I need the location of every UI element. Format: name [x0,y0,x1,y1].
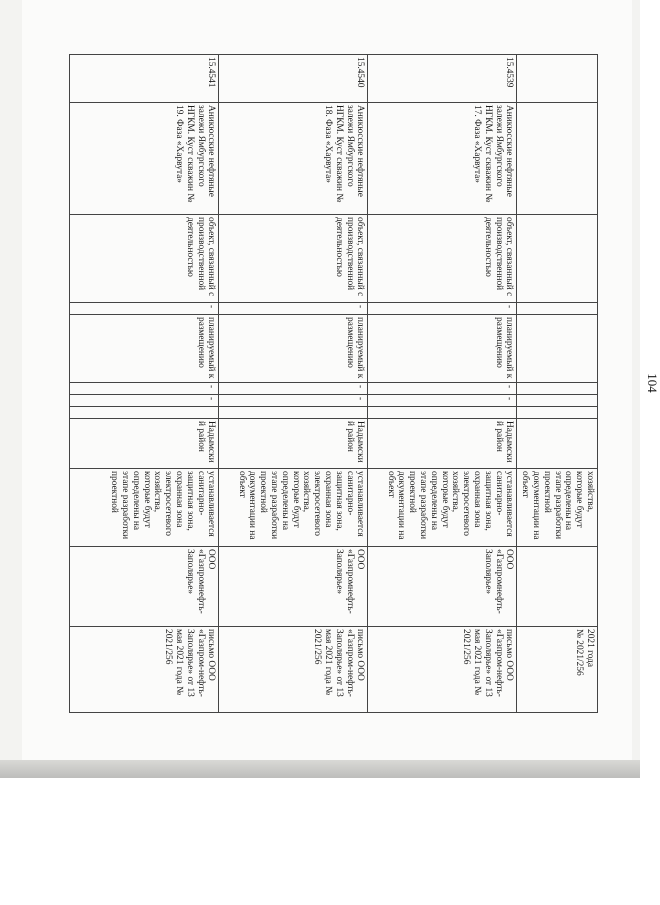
cell-empty [517,215,598,303]
cell-status: планируемый к размещению [70,315,219,383]
cell-empty [517,407,598,419]
cell-dash: - [219,395,368,407]
cell-empty [517,419,598,469]
cell-empty [368,407,517,419]
cell-empty [517,303,598,315]
cell-empty [517,103,598,215]
cell-name: Аникюсские нефтяные залежи Ямбургского НГКМ. Куст скважин № 19. Фаза «Харвута» [70,103,219,215]
cell-location: Надымский район [368,419,517,469]
table-row [70,55,219,713]
cell-type: объект, связанный с производственной деятельностью [70,215,219,303]
cell-id: 15.4539 [368,55,517,103]
cell-empty [70,407,219,419]
cell-empty [517,395,598,407]
cell-empty [517,315,598,383]
cell-basis: письмо ООО «Газпром-нефть-Заполярье» от 13 мая 2021 года № 2021/256 [368,627,517,713]
cell-location: Надымский район [70,419,219,469]
cell-basis: письмо ООО «Газпром-нефть-Заполярье» от 13 мая 2021 года № 2021/256 [219,627,368,713]
cell-basis: 2021 года № 2021/256 [517,627,598,713]
cell-dash: - [219,383,368,395]
cell-empty [517,55,598,103]
cell-basis: письмо ООО «Газпром-нефть-Заполярье» от 13 мая 2021 года № 2021/256 [70,627,219,713]
cell-id: 15.4540 [219,55,368,103]
cell-type: объект, связанный с производственной деятельностью [368,215,517,303]
cell-zone: устанавливается санитарно-защитная зона, охранная зона электросетевого хозяйства, которые будут определены на этапе разработки проектной документации на объект [219,469,368,547]
cell-zone: устанавливается санитарно-защитная зона, охранная зона электросетевого хозяйства, которые будут определены на этапе разработки проектной документации на объект [368,469,517,547]
cell-name: Аникюсские нефтяные залежи Ямбургского НГКМ. Куст скважин № 18. Фаза «Харвута» [219,103,368,215]
cell-dash: - [368,303,517,315]
cell-org: ООО «Газпромнефть-Заполярье» [219,547,368,627]
cell-zone: устанавливается санитарно-защитная зона, охранная зона электросетевого хозяйства, которые будут определены на этапе разработки проектной [70,469,219,547]
cell-status: планируемый к размещению [219,315,368,383]
table-row [219,55,368,713]
rotated-page-content [90,54,660,712]
cell-org: ООО «Газпромнефть-Заполярье» [70,547,219,627]
cell-org: ООО «Газпромнефть-Заполярье» [368,547,517,627]
cell-dash: - [70,395,219,407]
cell-empty [517,547,598,627]
cell-dash: - [219,303,368,315]
table-row-continuation [517,55,598,713]
cell-location: Надымский район [219,419,368,469]
cell-status: планируемый к размещению [368,315,517,383]
scan-bottom-edge [0,760,640,778]
cell-zone: хозяйства, которые будут определены на этапе разработки проектной документации на объект [517,469,598,547]
cell-name: Аникюсские нефтяные залежи Ямбургского НГКМ. Куст скважин № 17. Фаза «Харвута» [368,103,517,215]
table-row [368,55,517,713]
cell-empty [219,407,368,419]
cell-dash: - [368,395,517,407]
cell-empty [517,383,598,395]
page-number: 104 [645,373,660,393]
cell-dash: - [368,383,517,395]
cell-type: объект, связанный с производственной деятельностью [219,215,368,303]
cell-id: 15.4541 [70,55,219,103]
objects-table [69,54,598,713]
cell-dash: - [70,303,219,315]
cell-dash: - [70,383,219,395]
